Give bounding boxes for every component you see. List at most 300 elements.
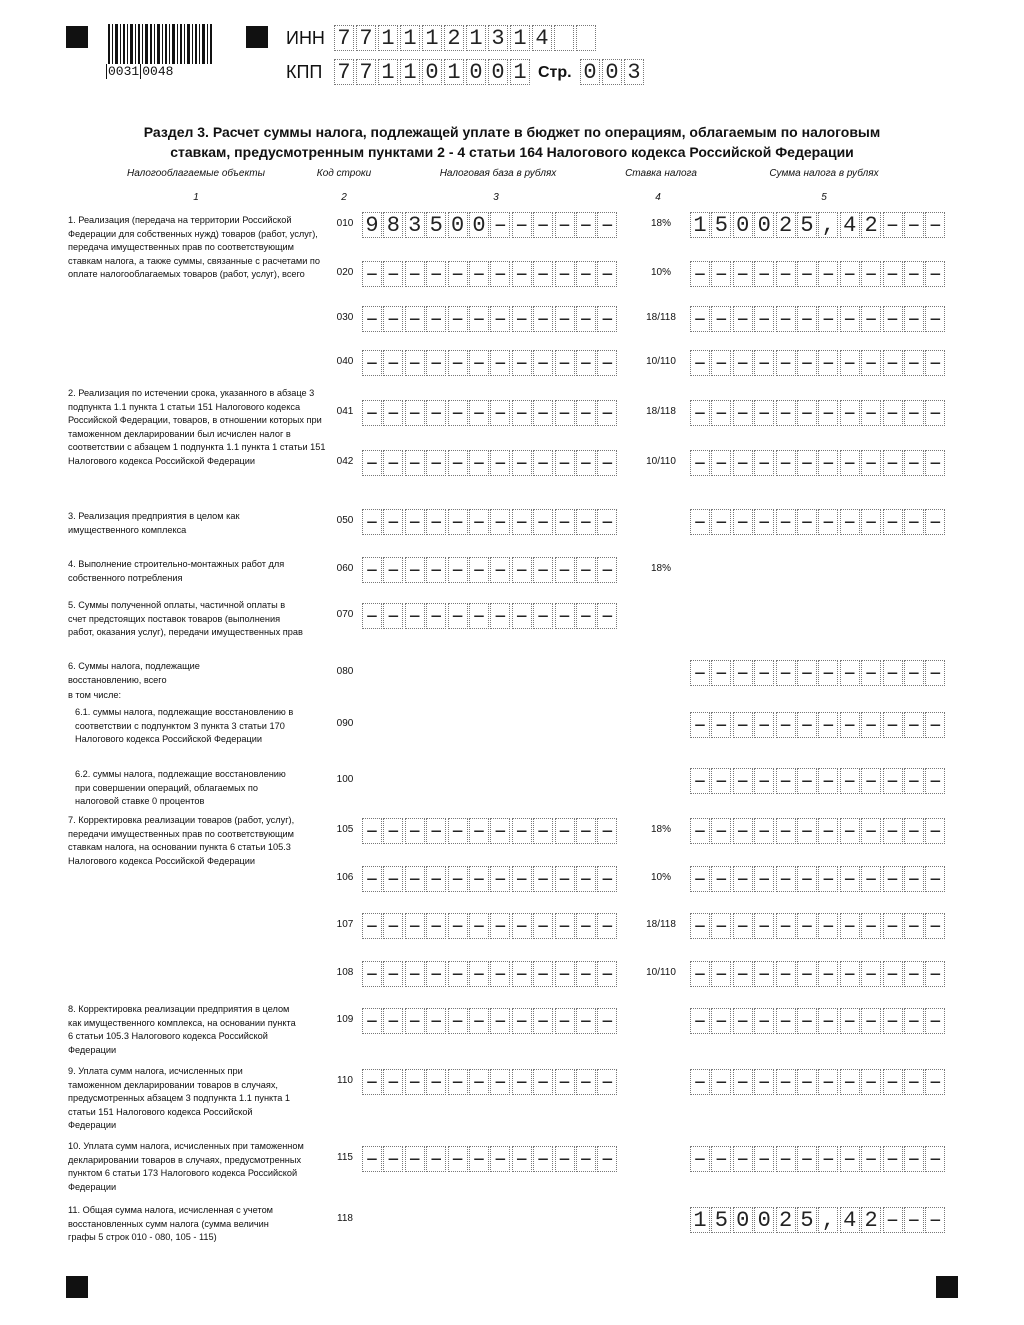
- tax-base-field[interactable]: [362, 913, 619, 939]
- digit-cell: –: [576, 866, 596, 892]
- digit-cell: –: [383, 866, 403, 892]
- digit-cell: –: [776, 261, 796, 287]
- row-code: 110: [337, 1075, 353, 1086]
- digit-cell: –: [904, 712, 924, 738]
- row-description-5: 5. Суммы полученной оплаты, частичной оплаты в счет предстоящих поставок товаров (выполнения работ, оказания услуг), передачи имущественных прав: [68, 600, 303, 637]
- digit-cell: –: [883, 450, 903, 476]
- digit-cell: –: [426, 818, 446, 844]
- digit-cell: –: [383, 1008, 403, 1034]
- digit-cell: –: [512, 350, 532, 376]
- digit-cell: 8: [383, 212, 403, 238]
- digit-cell: –: [690, 1069, 710, 1095]
- digit-cell: –: [555, 450, 575, 476]
- digit-cell: 2: [776, 1207, 796, 1233]
- digit-cell: –: [754, 1146, 774, 1172]
- row-code: 030: [336, 312, 354, 323]
- digit-cell: –: [555, 866, 575, 892]
- digit-cell: –: [733, 450, 753, 476]
- digit-cell: –: [776, 913, 796, 939]
- column-header-rate: Ставка налога: [625, 168, 697, 179]
- tax-amount-field[interactable]: [690, 1207, 947, 1233]
- digit-cell: –: [383, 913, 403, 939]
- digit-cell: –: [733, 712, 753, 738]
- digit-cell: –: [490, 603, 510, 629]
- digit-cell: –: [925, 509, 945, 535]
- column-header-base: Налоговая база в рублях: [439, 168, 557, 179]
- digit-cell: –: [533, 1146, 553, 1172]
- digit-cell: –: [469, 913, 489, 939]
- digit-cell: –: [405, 818, 425, 844]
- digit-cell: –: [861, 712, 881, 738]
- tax-base-field[interactable]: [362, 557, 619, 583]
- digit-cell: –: [754, 913, 774, 939]
- digit-cell: –: [840, 866, 860, 892]
- digit-cell: –: [383, 450, 403, 476]
- digit-cell: –: [533, 557, 553, 583]
- digit-cell: –: [925, 306, 945, 332]
- digit-cell: –: [883, 350, 903, 376]
- digit-cell: –: [861, 400, 881, 426]
- row-code: 100: [336, 774, 354, 785]
- digit-cell: –: [448, 400, 468, 426]
- tax-base-field[interactable]: [362, 1146, 619, 1172]
- digit-cell: –: [490, 866, 510, 892]
- tax-amount-field[interactable]: [690, 400, 947, 426]
- digit-cell: 5: [711, 212, 731, 238]
- digit-cell: –: [797, 306, 817, 332]
- digit-cell: –: [711, 400, 731, 426]
- digit-cell: –: [925, 866, 945, 892]
- digit-cell: –: [711, 450, 731, 476]
- digit-cell: –: [362, 509, 382, 535]
- digit-cell: –: [797, 1069, 817, 1095]
- digit-cell: –: [754, 509, 774, 535]
- tax-base-field[interactable]: [362, 961, 619, 987]
- digit-cell: [576, 25, 596, 51]
- tax-amount-field[interactable]: [690, 1146, 947, 1172]
- row-code: 060: [336, 563, 354, 574]
- digit-cell: –: [883, 961, 903, 987]
- row-description-2: 2. Реализация по истечении срока, указанного в абзаце 3 подпункта 1.1 пункта 1 статьи 151 Налогового кодекса Российской Федерации, товаров, в отношении которых при таможенном декларировании был исчислен налог в соответствии с абзацем 1 подпункта 1.1 пункта 1 статьи 151 Налогового кодекса Российской Федерации: [68, 388, 326, 466]
- digit-cell: –: [469, 509, 489, 535]
- digit-cell: –: [512, 261, 532, 287]
- digit-cell: –: [776, 1008, 796, 1034]
- digit-cell: –: [733, 1008, 753, 1034]
- inn-field[interactable]: [334, 25, 598, 51]
- digit-cell: –: [555, 1069, 575, 1095]
- tax-amount-field[interactable]: [690, 768, 947, 794]
- digit-cell: –: [490, 450, 510, 476]
- digit-cell: –: [555, 261, 575, 287]
- digit-cell: –: [690, 400, 710, 426]
- digit-cell: –: [776, 450, 796, 476]
- digit-cell: –: [904, 1207, 924, 1233]
- digit-cell: –: [818, 350, 838, 376]
- tax-amount-field[interactable]: [690, 306, 947, 332]
- digit-cell: –: [405, 509, 425, 535]
- digit-cell: –: [818, 913, 838, 939]
- digit-cell: –: [555, 603, 575, 629]
- digit-cell: –: [512, 603, 532, 629]
- tax-amount-field[interactable]: [690, 1069, 947, 1095]
- digit-cell: –: [426, 913, 446, 939]
- tax-base-field[interactable]: [362, 509, 619, 535]
- digit-cell: –: [383, 557, 403, 583]
- digit-cell: –: [576, 212, 596, 238]
- digit-cell: –: [690, 509, 710, 535]
- digit-cell: –: [840, 261, 860, 287]
- digit-cell: –: [711, 712, 731, 738]
- digit-cell: –: [733, 660, 753, 686]
- digit-cell: –: [840, 450, 860, 476]
- tax-base-field[interactable]: [362, 1069, 619, 1095]
- digit-cell: –: [490, 557, 510, 583]
- digit-cell: –: [362, 1069, 382, 1095]
- digit-cell: –: [383, 509, 403, 535]
- digit-cell: –: [840, 768, 860, 794]
- tax-rate: 18%: [650, 824, 671, 835]
- digit-cell: –: [448, 913, 468, 939]
- digit-cell: –: [861, 261, 881, 287]
- digit-cell: –: [690, 913, 710, 939]
- digit-cell: –: [533, 212, 553, 238]
- digit-cell: –: [925, 961, 945, 987]
- digit-cell: –: [861, 866, 881, 892]
- digit-cell: –: [555, 509, 575, 535]
- row-code: 040: [336, 356, 354, 367]
- digit-cell: –: [904, 509, 924, 535]
- tax-amount-field[interactable]: [690, 712, 947, 738]
- digit-cell: –: [426, 1146, 446, 1172]
- digit-cell: –: [490, 509, 510, 535]
- digit-cell: –: [883, 913, 903, 939]
- digit-cell: –: [776, 866, 796, 892]
- row-code: 106: [336, 872, 354, 883]
- digit-cell: –: [861, 913, 881, 939]
- row-description-10: 10. Уплата сумм налога, исчисленных при таможенном декларировании товаров в случаях, предусмотренных пунктом 6 статьи 173 Налогового кодекса Российской Федерации: [68, 1141, 304, 1192]
- tax-amount-field[interactable]: [690, 350, 947, 376]
- row-code: 118: [337, 1213, 353, 1224]
- digit-cell: –: [754, 450, 774, 476]
- digit-cell: –: [405, 261, 425, 287]
- digit-cell: –: [733, 866, 753, 892]
- digit-cell: –: [754, 660, 774, 686]
- tax-rate: 10/110: [646, 967, 676, 978]
- digit-cell: –: [576, 306, 596, 332]
- digit-cell: –: [555, 1146, 575, 1172]
- tax-base-field[interactable]: [362, 866, 619, 892]
- digit-cell: 0: [733, 1207, 753, 1233]
- digit-cell: –: [711, 350, 731, 376]
- digit-cell: –: [469, 400, 489, 426]
- digit-cell: –: [362, 350, 382, 376]
- digit-cell: –: [533, 866, 553, 892]
- digit-cell: 7: [334, 25, 354, 51]
- digit-cell: –: [448, 961, 468, 987]
- tax-base-field[interactable]: [362, 1008, 619, 1034]
- digit-cell: –: [448, 818, 468, 844]
- tax-base-field[interactable]: [362, 212, 619, 238]
- digit-cell: –: [861, 961, 881, 987]
- digit-cell: 1: [400, 25, 420, 51]
- digit-cell: –: [426, 350, 446, 376]
- digit-cell: –: [555, 913, 575, 939]
- row-code: 107: [336, 919, 354, 930]
- tax-base-field[interactable]: [362, 306, 619, 332]
- row-description-4: 4. Выполнение строительно-монтажных работ для собственного потребления: [68, 559, 285, 583]
- digit-cell: –: [576, 557, 596, 583]
- digit-cell: –: [711, 961, 731, 987]
- digit-cell: 0: [488, 59, 508, 85]
- digit-cell: –: [883, 400, 903, 426]
- digit-cell: –: [362, 1008, 382, 1034]
- section-title: [60, 122, 964, 162]
- digit-cell: –: [797, 350, 817, 376]
- section-title-line-2: ставкам, предусмотренным пунктами 2 - 4 статьи 164 Налогового кодекса Российской Федерации: [170, 144, 854, 160]
- row-code: 020: [336, 267, 354, 278]
- digit-cell: –: [818, 660, 838, 686]
- tax-amount-field[interactable]: [690, 450, 947, 476]
- digit-cell: –: [555, 350, 575, 376]
- digit-cell: –: [362, 450, 382, 476]
- digit-cell: –: [690, 1008, 710, 1034]
- tax-rate: 10/110: [646, 356, 676, 367]
- tax-amount-field[interactable]: [690, 212, 947, 238]
- digit-cell: –: [861, 1146, 881, 1172]
- digit-cell: –: [904, 400, 924, 426]
- digit-cell: –: [362, 400, 382, 426]
- digit-cell: –: [904, 866, 924, 892]
- digit-cell: –: [904, 350, 924, 376]
- digit-cell: –: [904, 660, 924, 686]
- digit-cell: –: [405, 1146, 425, 1172]
- digit-cell: –: [576, 261, 596, 287]
- digit-cell: –: [597, 913, 617, 939]
- digit-cell: –: [925, 400, 945, 426]
- column-number: 1: [193, 192, 199, 203]
- digit-cell: –: [690, 450, 710, 476]
- tax-rate: 18%: [650, 218, 671, 229]
- tax-rate: 10%: [650, 872, 671, 883]
- row-description-6-1: 6.1. суммы налога, подлежащие восстановлению в соответствии с подпунктом 3 пункта 3 статьи 170 Налогового кодекса Российской Федерации: [75, 707, 294, 744]
- digit-cell: –: [818, 961, 838, 987]
- tax-base-field[interactable]: [362, 400, 619, 426]
- digit-cell: 1: [378, 25, 398, 51]
- row-description-7: 7. Корректировка реализации товаров (работ, услуг), передачи имущественных прав по соответствующим ставкам налога, на основании пункта 6 статьи 105.3 Налогового кодекса Российской Федерации: [68, 815, 295, 866]
- digit-cell: –: [861, 450, 881, 476]
- digit-cell: –: [448, 509, 468, 535]
- digit-cell: –: [597, 212, 617, 238]
- digit-cell: –: [405, 1008, 425, 1034]
- digit-cell: –: [690, 961, 710, 987]
- digit-cell: –: [533, 509, 553, 535]
- digit-cell: 0: [733, 212, 753, 238]
- digit-cell: –: [405, 913, 425, 939]
- tax-amount-field[interactable]: [690, 660, 947, 686]
- digit-cell: –: [925, 1008, 945, 1034]
- digit-cell: –: [925, 768, 945, 794]
- row-description-9: 9. Уплата сумм налога, исчисленных при таможенном декларировании товаров в случаях, предусмотренных абзацем 3 подпункта 1.1 пункта 1 статьи 151 Налогового кодекса Российской Федерации: [68, 1066, 291, 1130]
- digit-cell: –: [904, 913, 924, 939]
- digit-cell: –: [690, 350, 710, 376]
- digit-cell: –: [555, 818, 575, 844]
- kpp-label: КПП: [286, 62, 323, 82]
- digit-cell: –: [861, 1008, 881, 1034]
- digit-cell: –: [690, 818, 710, 844]
- digit-cell: 2: [444, 25, 464, 51]
- digit-cell: –: [733, 818, 753, 844]
- row-description-3: 3. Реализация предприятия в целом как имущественного комплекса: [68, 511, 240, 535]
- digit-cell: –: [925, 1069, 945, 1095]
- digit-cell: –: [597, 306, 617, 332]
- digit-cell: 3: [488, 25, 508, 51]
- column-header-code: Код строки: [316, 168, 372, 179]
- digit-cell: –: [776, 660, 796, 686]
- tax-base-field[interactable]: [362, 450, 619, 476]
- row-code: 080: [336, 666, 354, 677]
- digit-cell: –: [383, 306, 403, 332]
- digit-cell: –: [925, 712, 945, 738]
- tax-amount-field[interactable]: [690, 866, 947, 892]
- digit-cell: –: [883, 261, 903, 287]
- digit-cell: 3: [405, 212, 425, 238]
- digit-cell: –: [597, 261, 617, 287]
- row-code: 105: [336, 824, 354, 835]
- digit-cell: –: [426, 450, 446, 476]
- digit-cell: –: [490, 1008, 510, 1034]
- digit-cell: –: [690, 768, 710, 794]
- digit-cell: –: [883, 768, 903, 794]
- digit-cell: –: [861, 818, 881, 844]
- digit-cell: –: [840, 961, 860, 987]
- row-code: 042: [336, 456, 354, 467]
- digit-cell: –: [861, 306, 881, 332]
- digit-cell: –: [883, 818, 903, 844]
- digit-cell: –: [840, 712, 860, 738]
- digit-cell: –: [426, 603, 446, 629]
- digit-cell: –: [883, 660, 903, 686]
- digit-cell: –: [555, 306, 575, 332]
- digit-cell: –: [883, 509, 903, 535]
- digit-cell: –: [512, 400, 532, 426]
- digit-cell: –: [883, 1069, 903, 1095]
- digit-cell: –: [797, 818, 817, 844]
- digit-cell: –: [925, 818, 945, 844]
- digit-cell: ,: [818, 212, 838, 238]
- digit-cell: –: [576, 961, 596, 987]
- digit-cell: –: [512, 557, 532, 583]
- tax-base-field[interactable]: [362, 261, 619, 287]
- digit-cell: –: [711, 866, 731, 892]
- digit-cell: 2: [861, 212, 881, 238]
- digit-cell: –: [512, 450, 532, 476]
- digit-cell: –: [904, 1146, 924, 1172]
- digit-cell: ,: [818, 1207, 838, 1233]
- barcode-icon: [106, 24, 214, 64]
- row-description-6-sub: в том числе:: [68, 690, 122, 700]
- digit-cell: –: [448, 557, 468, 583]
- digit-cell: –: [469, 261, 489, 287]
- digit-cell: –: [883, 306, 903, 332]
- digit-cell: –: [818, 306, 838, 332]
- kpp-field[interactable]: [334, 59, 532, 85]
- digit-cell: –: [776, 1146, 796, 1172]
- digit-cell: –: [840, 350, 860, 376]
- digit-cell: –: [512, 509, 532, 535]
- digit-cell: –: [405, 866, 425, 892]
- digit-cell: –: [362, 961, 382, 987]
- row-description-6-2: 6.2. суммы налога, подлежащие восстановлению при совершении операций, облагаемых по налоговой ставке 0 процентов: [75, 769, 286, 806]
- digit-cell: –: [754, 818, 774, 844]
- digit-cell: –: [469, 1146, 489, 1172]
- digit-cell: –: [754, 1008, 774, 1034]
- digit-cell: –: [861, 509, 881, 535]
- digit-cell: 4: [532, 25, 552, 51]
- digit-cell: –: [362, 1146, 382, 1172]
- digit-cell: 4: [840, 212, 860, 238]
- digit-cell: –: [576, 400, 596, 426]
- digit-cell: –: [362, 866, 382, 892]
- digit-cell: –: [448, 350, 468, 376]
- barcode-number: [106, 64, 218, 82]
- barcode-number-part: 0031: [108, 64, 140, 79]
- digit-cell: –: [776, 768, 796, 794]
- digit-cell: –: [840, 306, 860, 332]
- digit-cell: –: [711, 306, 731, 332]
- digit-cell: –: [469, 961, 489, 987]
- digit-cell: –: [754, 261, 774, 287]
- digit-cell: –: [925, 450, 945, 476]
- page-number-field[interactable]: [580, 59, 646, 85]
- tax-base-field[interactable]: [362, 350, 619, 376]
- digit-cell: –: [533, 261, 553, 287]
- digit-cell: –: [448, 1146, 468, 1172]
- digit-cell: –: [426, 866, 446, 892]
- digit-cell: –: [469, 1008, 489, 1034]
- digit-cell: –: [533, 1069, 553, 1095]
- digit-cell: –: [533, 913, 553, 939]
- digit-cell: –: [597, 603, 617, 629]
- tax-base-field[interactable]: [362, 603, 619, 629]
- digit-cell: –: [797, 450, 817, 476]
- digit-cell: –: [533, 306, 553, 332]
- digit-cell: 5: [797, 1207, 817, 1233]
- digit-cell: 1: [400, 59, 420, 85]
- tax-amount-field[interactable]: [690, 261, 947, 287]
- tax-amount-field[interactable]: [690, 961, 947, 987]
- tax-base-field[interactable]: [362, 818, 619, 844]
- digit-cell: –: [776, 350, 796, 376]
- digit-cell: 7: [356, 59, 376, 85]
- digit-cell: –: [818, 1008, 838, 1034]
- digit-cell: 0: [580, 59, 600, 85]
- digit-cell: –: [490, 261, 510, 287]
- tax-amount-field[interactable]: [690, 913, 947, 939]
- tax-amount-field[interactable]: [690, 1008, 947, 1034]
- digit-cell: –: [490, 1146, 510, 1172]
- tax-amount-field[interactable]: [690, 818, 947, 844]
- tax-amount-field[interactable]: [690, 509, 947, 535]
- digit-cell: –: [512, 866, 532, 892]
- digit-cell: –: [448, 1008, 468, 1034]
- digit-cell: –: [711, 261, 731, 287]
- digit-cell: –: [555, 1008, 575, 1034]
- digit-cell: –: [840, 400, 860, 426]
- digit-cell: –: [904, 212, 924, 238]
- digit-cell: –: [555, 557, 575, 583]
- digit-cell: –: [490, 350, 510, 376]
- digit-cell: –: [426, 306, 446, 332]
